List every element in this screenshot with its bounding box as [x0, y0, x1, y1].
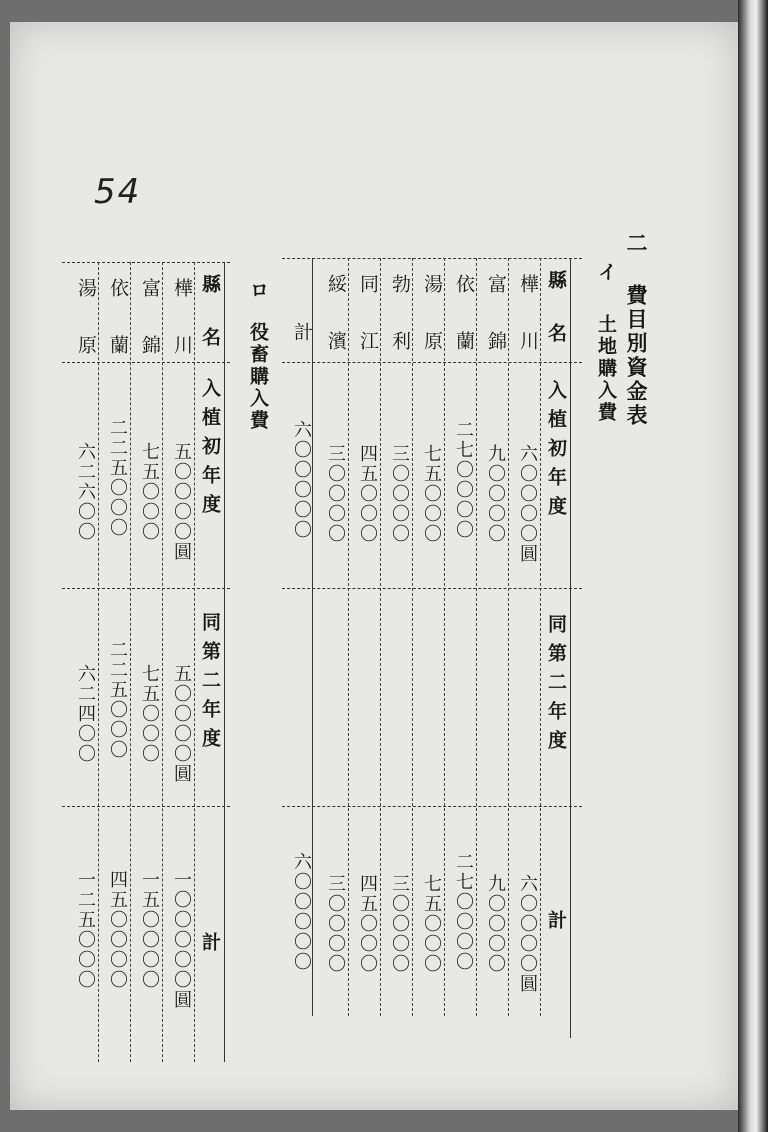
row-year1: 二七〇〇〇〇 — [453, 420, 474, 540]
header-total: 計 — [545, 910, 567, 929]
row-name: 綏濱 — [325, 274, 347, 388]
row-year1: 三〇〇〇〇 — [325, 444, 346, 544]
row-rule — [540, 258, 541, 1016]
row-year1: 五〇〇〇〇圓 — [171, 442, 192, 562]
livestock-title: 役畜購入費 — [247, 322, 269, 432]
page-number: 54 — [94, 172, 142, 212]
row-name: 富錦 — [485, 274, 507, 388]
row-name: 樺川 — [517, 274, 539, 388]
row-name: 富錦 — [139, 278, 161, 392]
row-rule — [444, 258, 445, 1016]
sum-total: 六〇〇〇〇〇 — [291, 852, 312, 972]
row-year1: 七五〇〇〇 — [139, 442, 160, 542]
table-top-rule — [282, 258, 582, 259]
row-name: 湯原 — [75, 278, 97, 392]
row-total: 二七〇〇〇〇 — [453, 852, 474, 972]
row-rule — [476, 258, 477, 1016]
land-label: イ — [595, 262, 617, 281]
row-year2: 五〇〇〇〇圓 — [171, 664, 192, 784]
col-divider — [282, 588, 582, 589]
row-total: 七五〇〇〇 — [421, 874, 442, 974]
row-name: 勃利 — [389, 274, 411, 388]
row-total: 九〇〇〇〇 — [485, 874, 506, 974]
row-year1: 四五〇〇〇 — [357, 444, 378, 544]
row-total: 一〇〇〇〇〇圓 — [171, 870, 192, 1010]
row-total: 一五〇〇〇〇 — [139, 870, 160, 990]
row-total: 四五〇〇〇〇 — [107, 870, 128, 990]
row-name: 湯原 — [421, 274, 443, 388]
header-year1: 入植初年度 — [545, 380, 567, 525]
row-rule — [162, 262, 163, 1062]
book-spine — [738, 0, 768, 1132]
row-year2: 二二五〇〇〇 — [107, 640, 128, 760]
col-divider — [62, 588, 230, 589]
section-number: 二 — [624, 232, 649, 253]
row-name: 同江 — [357, 274, 379, 388]
row-rule — [508, 258, 509, 1016]
row-year1: 三〇〇〇〇 — [389, 444, 410, 544]
document-page — [10, 22, 738, 1110]
row-rule — [194, 262, 195, 1062]
row-name: 依蘭 — [453, 274, 475, 388]
row-total: 三〇〇〇〇 — [325, 874, 346, 974]
row-rule — [224, 262, 225, 1062]
header-prefecture: 縣名 — [545, 270, 567, 376]
row-total: 一二五〇〇〇 — [75, 870, 96, 990]
row-total: 六〇〇〇〇圓 — [517, 874, 538, 994]
row-name: 依蘭 — [107, 278, 129, 392]
sum-label: 計 — [291, 322, 313, 341]
table-top-rule — [62, 262, 230, 263]
header-prefecture: 縣名 — [199, 274, 221, 380]
land-title: 土地購入費 — [595, 314, 617, 424]
row-rule — [348, 258, 349, 1016]
row-name: 樺川 — [171, 278, 193, 392]
row-rule — [130, 262, 131, 1062]
col-divider — [282, 806, 582, 807]
header-year2: 同第二年度 — [199, 612, 221, 757]
livestock-label: ロ — [247, 280, 269, 299]
row-rule — [570, 258, 571, 1038]
header-total: 計 — [199, 932, 221, 951]
row-rule — [380, 258, 381, 1016]
row-year1: 六二六〇〇 — [75, 442, 96, 542]
section-title: 費目別資金表 — [624, 284, 649, 428]
row-year1: 九〇〇〇〇 — [485, 444, 506, 544]
row-rule — [412, 258, 413, 1016]
header-year1: 入植初年度 — [199, 378, 221, 523]
row-year2: 六二四〇〇 — [75, 664, 96, 764]
row-year1: 二二五〇〇〇 — [107, 418, 128, 538]
row-year2: 七五〇〇〇 — [139, 664, 160, 764]
sum-year1: 六〇〇〇〇〇 — [291, 420, 312, 540]
row-total: 四五〇〇〇 — [357, 874, 378, 974]
row-rule — [312, 258, 313, 1016]
row-total: 三〇〇〇〇 — [389, 874, 410, 974]
header-year2: 同第二年度 — [545, 614, 567, 759]
col-divider — [62, 806, 230, 807]
row-year1: 七五〇〇〇 — [421, 444, 442, 544]
row-year1: 六〇〇〇〇圓 — [517, 444, 538, 564]
row-rule — [98, 262, 99, 1062]
